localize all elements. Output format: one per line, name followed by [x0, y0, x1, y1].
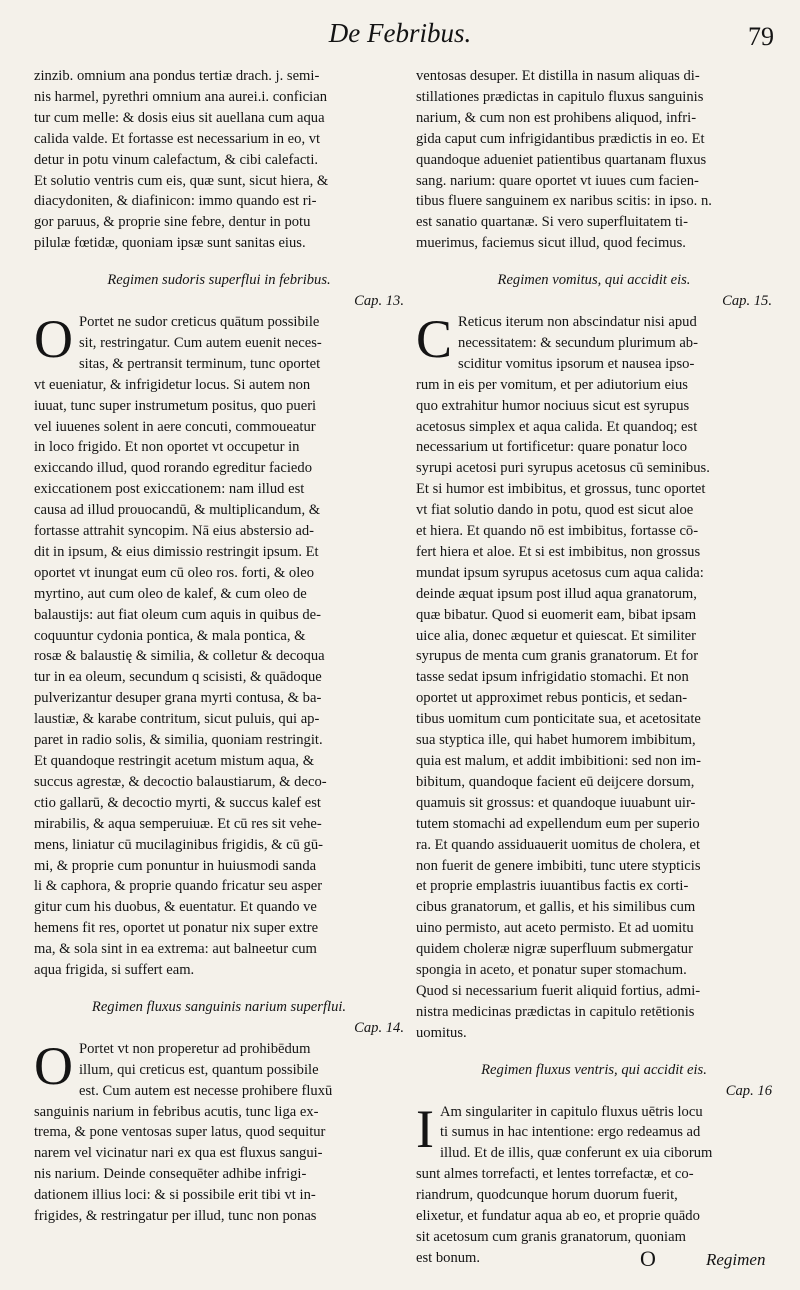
text-line: hemens fit res, oportet ut ponatur nix super extre — [34, 920, 319, 937]
text-line: dit in ipsum, & eius dimissio restringit ipsum. Et — [34, 543, 319, 560]
text-line: tur cum melle: & dosis eius sit auellana cum aqua — [34, 109, 325, 126]
text-line: muerimus, faciemus sicut illud, quod fecimus. — [416, 235, 686, 252]
text-line: cibus granatorum, et gallis, et his similibus cum — [416, 899, 696, 916]
text-line: deinde æquat ipsum post illud aqua granatorum, — [416, 585, 697, 602]
page-number: 79 — [748, 22, 774, 51]
section-paragraph — [34, 1035, 404, 1227]
text-line: tur in ea oleum, secundum q scisisti, & quādoque — [34, 669, 322, 686]
section-heading: Regimen vomitus, qui accidit eis. — [497, 272, 691, 289]
text-line: quandoque adueniet patientibus quartanam fluxus — [416, 151, 707, 168]
text-line: quia est malum, et addit imbibitioni: sed non im- — [416, 753, 701, 769]
text-line: sit acetosum cum granis granatorum, quoniam — [416, 1228, 686, 1245]
text-line: est sanatio quartanæ. Si vero superfluitatem ti- — [416, 214, 688, 231]
text-line: trema, & pone ventosas super latus, quod sequitur — [34, 1124, 326, 1141]
section-heading: Regimen fluxus sanguinis narium superflui. — [91, 998, 347, 1015]
text-line: sang. narium: quare oportet vt iuues cum facien- — [416, 172, 699, 189]
text-line: succus agrestæ, & decoctio balaustiarum, & deco- — [34, 773, 327, 790]
text-line: exiccando illud, quod rorando egreditur faciedo — [34, 460, 312, 477]
text-line: exiccationem post exiccationem: nam illud est — [34, 481, 305, 498]
text-line: quidem choleræ nigræ superfluum submergatur — [416, 941, 693, 958]
text-line: tutem stomachi ad expellendum eum per superio — [416, 815, 700, 832]
text-line: stillationes prædictas in capitulo fluxus sanguinis — [416, 88, 704, 105]
text-line: et hiera. Et quando nō est imbibitus, fortasse cō- — [416, 523, 699, 540]
text-line: illum, qui creticus est, quantum possibile — [79, 1061, 319, 1078]
text-line: ventosas desuper. Et distilla in nasum aliquas di- — [416, 68, 700, 84]
text-line: et proprie emplastris iuuantibus factis ex corti- — [416, 878, 689, 895]
text-line: pilulæ fœtidæ, quoniam ipsæ sunt sanitas eius. — [34, 235, 306, 252]
text-line: Portet ne sudor creticus quātum possibile — [79, 313, 320, 330]
text-line: coquuntur cydonia pontica, & mala pontica, & — [34, 627, 306, 644]
text-line: pulverizantur desuper grana myrti contusa, & ba- — [34, 690, 322, 707]
section-heading: Regimen fluxus ventris, qui accidit eis. — [481, 1061, 707, 1078]
text-line: necessarium ut fortificetur: quare ponatur loco — [416, 439, 688, 456]
text-line: uino permisto, aut aceto permisto. Et ad uomitu — [416, 920, 694, 937]
text-line: rum in eis per vomitum, et per adiutorium eius — [416, 376, 688, 393]
text-line: quæ bibatur. Quod si euomerit eam, bibat ipsam — [416, 606, 697, 623]
chapter-number: Cap. 15. — [722, 293, 772, 310]
text-line: iuuat, tunc super instrumetum positus, quo pueri — [34, 397, 317, 414]
text-line: vt eueniatur, & infrigidetur locus. Si autem non — [34, 376, 311, 393]
text-line: spongia in aceto, et ponatur super stomachum. — [416, 962, 687, 979]
running-title: De Febribus. — [328, 18, 472, 48]
text-line: syrupi acetosi puri syrupus acetosus cū seminibus. — [416, 460, 710, 477]
text-line: oportet ut approximet rebus ponticis, et sedan- — [416, 690, 688, 707]
section-paragraph — [34, 308, 404, 981]
signature-mark: O — [640, 1246, 656, 1271]
text-line: tasse sedat ipsum infrigidatio stomachi. Et non — [416, 669, 689, 686]
text-line: Quod si necessarium fuerit aliquid fortius, admi- — [416, 982, 701, 999]
text-line: rosæ & balaustię & similia, & colletur & decoqua — [34, 648, 325, 665]
section-heading: Regimen sudoris superflui in febribus. — [107, 272, 331, 289]
text-line: mens, liniatur cū mucilaginibus frigidis, & cū gū- — [34, 836, 323, 853]
right-column — [416, 66, 772, 1269]
text-line: uice alia, donec æquetur et quiescat. Et similiter — [416, 627, 697, 644]
text-line: gor paruus, & proprie sine febre, dentur in potu — [34, 214, 311, 231]
text-line: Am singulariter in capitulo fluxus uētris locu — [439, 1103, 703, 1120]
text-line: li & caphora, & proprie quando fricatur seu asper — [34, 878, 323, 895]
text-line: oportet vt inungat eum cū oleo ros. forti, & oleo — [34, 564, 315, 581]
text-line: paret in radio solis, & similia, quoniam restringit. — [34, 732, 323, 749]
text-line: frigides, & restringatur per illud, tunc non ponas — [34, 1208, 317, 1225]
text-line: fert hiera et aloe. Et si est imbibitus, non grossus — [416, 543, 701, 560]
text-line: zinzib. omnium ana pondus tertiæ drach. j. semi- — [34, 68, 320, 84]
section-spacer — [416, 1044, 772, 1054]
text-line: sua styptica ille, qui habet humorem imbibitum, — [416, 732, 696, 749]
section-spacer — [34, 254, 404, 264]
text-line: acetosus simplex et aqua calida. Et quandoq; est — [416, 418, 698, 435]
text-line: quamuis sit grossus: et quandoque iuuabunt uir- — [416, 794, 696, 811]
text-line: tibus fluere sanguinem ex naribus scitis: in ipso. n. — [416, 193, 712, 210]
text-line: illud. Et de illis, quæ conferunt ex uia ciborum — [439, 1145, 713, 1162]
section-paragraph — [416, 1098, 772, 1269]
text-line: sanguinis narium in febribus acutis, tunc liga ex- — [34, 1103, 319, 1120]
text-line: est. Cum autem est necesse prohibere fluxū — [79, 1082, 333, 1099]
chapter-number: Cap. 13. — [354, 293, 404, 310]
text-line: mirabilis, & aqua semperuiuæ. Et cū res sit vehe- — [34, 815, 322, 832]
text-line: dationem illius loci: & si possibile erit tibi vt in- — [34, 1187, 316, 1204]
text-line: non fuerit de genere imbibiti, tunc utere stypticis — [416, 857, 701, 874]
drop-initial: I — [416, 1098, 434, 1159]
text-line: narium, & cum non est prohibens aliquod, infri- — [416, 109, 697, 126]
text-line: quo extrahitur humor nociuus sicut est syrupus — [416, 397, 690, 414]
text-line: ctio gallarū, & decoctio myrti, & succus kalef est — [34, 794, 321, 811]
text-line: elixetur, et fundatur aqua ab eo, et proprie quādo — [416, 1208, 700, 1225]
text-line: laustiæ, & karabe contritum, sicut puluis, qui ap- — [34, 711, 320, 728]
text-line: nis harmel, pyrethri omnium ana aurei.i. confician — [34, 88, 327, 105]
text-line: sciditur vomitus ipsorum et nausea ipso- — [458, 355, 695, 372]
catchword: Regimen — [706, 1250, 766, 1269]
text-line: Reticus iterum non abscindatur nisi apud — [458, 313, 697, 330]
text-line: fortasse attrahit syncopim. Nā eius abstersio ad- — [34, 523, 315, 540]
section-spacer — [34, 981, 404, 991]
text-line: causa ad illud prouocandū, & multiplicandum, & — [34, 502, 321, 519]
text-line: vt fiat solutio dando in potu, quod est sicut aloe — [416, 502, 694, 519]
text-line: Et si humor est imbibitus, et grossus, tunc oportet — [416, 481, 706, 498]
text-line: aqua frigida, si suffert eam. — [34, 962, 195, 979]
text-line: narem vel vicinatur nari ex qua est fluxus sangui- — [34, 1145, 323, 1162]
text-line: riandrum, quodcunque horum duorum fuerit, — [416, 1187, 678, 1204]
text-line: sunt almes torrefacti, et lentes torrefactæ, et co- — [416, 1166, 694, 1183]
text-line: bibitum, quandoque facient eū deijcere dorsum, — [416, 773, 695, 790]
drop-initial: C — [416, 308, 453, 369]
section-spacer — [416, 254, 772, 264]
text-line: detur in potu vinum calefactum, & cibi calefacti. — [34, 151, 319, 168]
section-paragraph — [416, 308, 772, 1044]
text-line: sit, restringatur. Cum autem euenit neces- — [79, 334, 322, 351]
chapter-number: Cap. 14. — [354, 1019, 404, 1036]
text-line: in loco frigido. Et non oportet vt occupetur in — [34, 439, 300, 456]
chapter-number: Cap. 16 — [725, 1082, 772, 1099]
text-line: calida valde. Et fortasse est necessarium in eo, vt — [34, 130, 321, 147]
left-column — [34, 66, 404, 1227]
text-line: ma, & sola sint in ea extrema: aut balneetur cum — [34, 941, 317, 958]
text-line: Et solutio ventris cum eis, quæ sunt, sicut hiera, & — [34, 172, 329, 189]
text-line: sitas, & pertransit terminum, tunc oportet — [79, 355, 321, 372]
text-line: nis narium. Deinde consequēter adhibe infrigi- — [34, 1166, 307, 1183]
text-line: vel iuuenes solent in aere concuti, commoueatur — [34, 418, 316, 435]
text-line: est bonum. — [416, 1249, 481, 1266]
text-line: tibus uomitum cum ponticitate sua, et acetositate — [416, 711, 701, 728]
text-line: diacydoniten, & diafinicon: immo quando est ri- — [34, 193, 317, 210]
text-line: gitur cum his duobus, & euentatur. Et quando ve — [34, 899, 317, 916]
drop-initial: O — [34, 308, 73, 369]
text-line: gida caput cum infrigidantibus prædictis in eo. Et — [416, 130, 705, 147]
text-line: syrupus de menta cum granis granatorum. Et for — [416, 648, 699, 665]
text-line: nistra medicinas prædictas in capitulo retētionis — [416, 1003, 695, 1020]
text-line: mundat ipsum syrupus acetosus cum aqua calida: — [416, 564, 704, 581]
text-line: mi, & proprie cum ponuntur in huiusmodi sanda — [34, 857, 317, 874]
drop-initial: O — [34, 1035, 73, 1096]
text-line: myrtino, aut cum oleo de kalef, & cum oleo de — [34, 585, 307, 602]
text-line: ti sumus in hac intentione: ergo redeamus ad — [439, 1124, 701, 1141]
text-line: Portet vt non properetur ad prohibēdum — [79, 1040, 311, 1057]
text-line: balaustijs: aut fiat oleum cum aquis in quibus de- — [34, 606, 321, 623]
text-line: Et quandoque restringit acetum mistum aqua, & — [34, 753, 315, 769]
text-line: ra. Et quando assiduauerit uomitus de cholera, et — [416, 836, 701, 853]
text-line: uomitus. — [416, 1024, 467, 1041]
text-line: necessitatem: & secundum plurimum ab- — [458, 334, 698, 351]
